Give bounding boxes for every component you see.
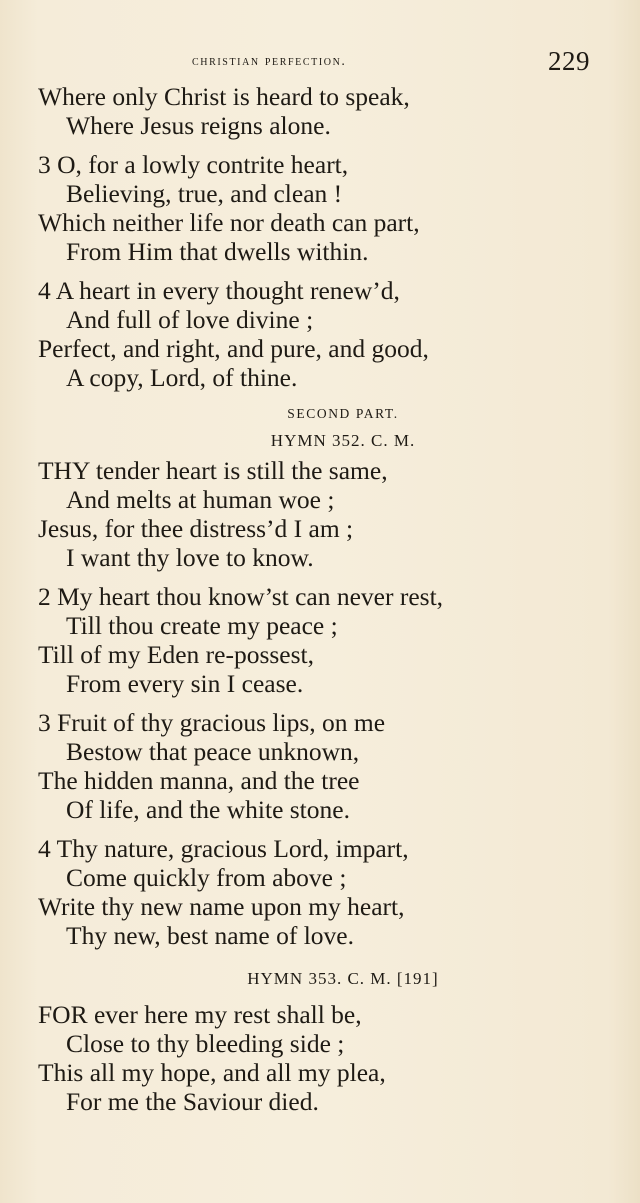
verse-line: 4 Thy nature, gracious Lord, impart, [38, 834, 409, 863]
hymn-text [38, 82, 608, 1126]
hymn-353-title: HYMN 353. C. M. [191] [247, 969, 439, 988]
stanza-4 [38, 276, 608, 392]
running-head: christian perfection. [192, 54, 347, 69]
verse-line: From every sin I cease. [66, 669, 304, 698]
verse-line: Jesus, for thee distress’d I am ; [38, 514, 354, 543]
verse-line: Believing, true, and clean ! [66, 179, 343, 208]
verse-line: And melts at human woe ; [66, 485, 335, 514]
hymn-352-stanza-1 [38, 456, 608, 572]
verse-line: A copy, Lord, of thine. [66, 363, 298, 392]
verse-line: Write thy new name upon my heart, [38, 892, 405, 921]
hymn-353-stanza-1 [38, 1000, 608, 1116]
verse-line: From Him that dwells within. [66, 237, 369, 266]
verse-line: The hidden manna, and the tree [38, 766, 360, 795]
verse-line: 3 Fruit of thy gracious lips, on me [38, 708, 386, 737]
hymn-352-title: HYMN 352. C. M. [270, 431, 416, 450]
verse-line: Of life, and the white stone. [66, 795, 350, 824]
verse-line: THY tender heart is still the same, [38, 456, 388, 485]
continued-stanza [38, 82, 608, 140]
verse-line: This all my hope, and all my plea, [38, 1058, 386, 1087]
verse-line: Thy new, best name of love. [66, 921, 354, 950]
verse-line: 2 My heart thou know’st can never rest, [38, 582, 444, 611]
hymn-352-stanza-3 [38, 708, 608, 824]
verse-line: 4 A heart in every thought renew’d, [38, 276, 400, 305]
verse-line: And full of love divine ; [66, 305, 314, 334]
verse-line: Which neither life nor death can part, [38, 208, 420, 237]
verse-line: Where only Christ is heard to speak, [38, 82, 410, 111]
verse-line: Close to thy bleeding side ; [66, 1029, 345, 1058]
stanza-3 [38, 150, 608, 266]
section-title: SECOND PART. [287, 406, 399, 421]
verse-line: For me the Saviour died. [66, 1087, 319, 1116]
verse-line: Till thou create my peace ; [66, 611, 338, 640]
verse-line: 3 O, for a lowly contrite heart, [38, 150, 349, 179]
hymn-352-stanza-2 [38, 582, 608, 698]
verse-line: I want thy love to know. [66, 543, 314, 572]
verse-line: Till of my Eden re-possest, [38, 640, 315, 669]
verse-line: Perfect, and right, and pure, and good, [38, 334, 429, 363]
verse-line: FOR ever here my rest shall be, [38, 1000, 362, 1029]
verse-line: Bestow that peace unknown, [66, 737, 360, 766]
verse-line: Come quickly from above ; [66, 863, 347, 892]
page-header [0, 46, 640, 80]
page-number: 229 [548, 46, 590, 76]
hymn-352-stanza-4 [38, 834, 608, 950]
verse-line: Where Jesus reigns alone. [66, 111, 331, 140]
